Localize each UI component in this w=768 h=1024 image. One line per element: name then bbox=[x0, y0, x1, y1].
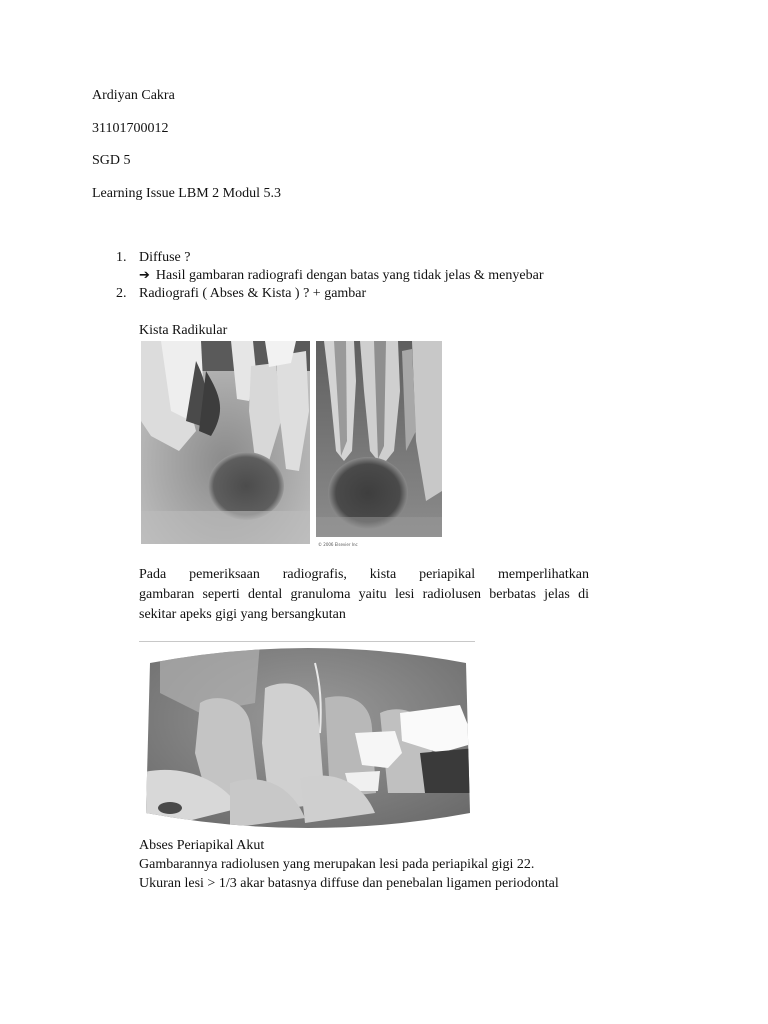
topic-heading: Learning Issue LBM 2 Modul 5.3 bbox=[92, 186, 281, 201]
kista-desc-line-2: gambaran seperti dental granuloma yaitu lesi radiolusen berbatas jelas di bbox=[139, 587, 589, 602]
list-number-1: 1. bbox=[116, 250, 127, 265]
kista-desc-line-3: sekitar apeks gigi yang bersangkutan bbox=[139, 607, 346, 622]
author-name: Ardiyan Cakra bbox=[92, 88, 175, 103]
list-number-2: 2. bbox=[116, 286, 127, 301]
kista-description bbox=[139, 565, 589, 625]
list-item-1-answer bbox=[139, 268, 543, 284]
list-item-2-label: Radiografi ( Abses & Kista ) ? + gambar bbox=[139, 286, 367, 301]
student-id: 31101700012 bbox=[92, 121, 169, 136]
right-arrow-icon: ➔ bbox=[139, 268, 150, 283]
abses-desc-line-2: Ukuran lesi > 1/3 akar batasnya diffuse dan penebalan ligamen periodontal bbox=[139, 876, 559, 891]
kista-title: Kista Radikular bbox=[139, 323, 228, 338]
kista-desc-line-1: Pada pemeriksaan radiografis, kista periapikal memperlihatkan bbox=[139, 567, 589, 582]
list-item-1-label: Diffuse ? bbox=[139, 250, 191, 265]
radiograph-kista-right bbox=[316, 341, 442, 537]
abses-desc-line-1: Gambarannya radiolusen yang merupakan lesi pada periapikal gigi 22. bbox=[139, 857, 535, 872]
radiograph-abses bbox=[140, 643, 476, 833]
group-label: SGD 5 bbox=[92, 153, 131, 168]
radiograph-kista-left bbox=[141, 341, 310, 544]
answer-text: Hasil gambaran radiografi dengan batas yang tidak jelas & menyebar bbox=[155, 268, 544, 283]
image-copyright: © 2006 Elsevier Inc bbox=[318, 542, 358, 547]
abses-title: Abses Periapikal Akut bbox=[139, 838, 265, 853]
divider bbox=[139, 641, 475, 642]
